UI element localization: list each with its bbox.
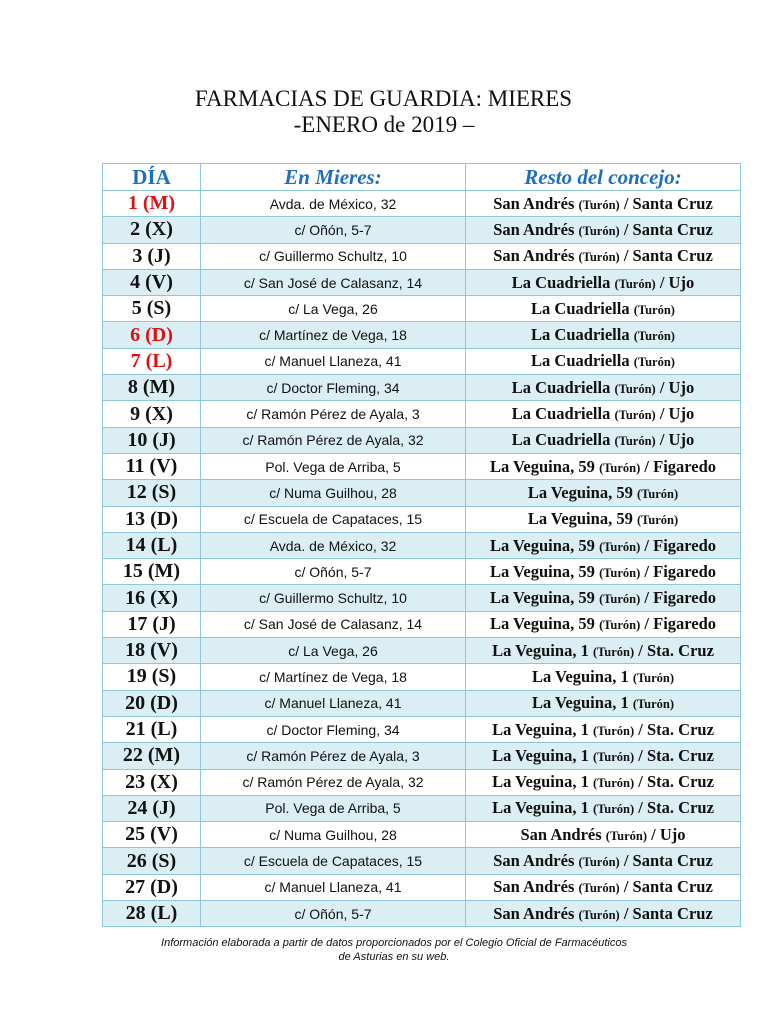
rest-extra-location: / Sta. Cruz xyxy=(638,772,714,792)
table-row xyxy=(103,716,741,742)
mieres-address-cell: c/ Ramón Pérez de Ayala, 32 xyxy=(201,427,466,453)
rest-of-council-cell xyxy=(466,532,741,558)
table-row xyxy=(103,532,741,558)
rest-area: (Turón) xyxy=(599,460,641,475)
day-cell: 27 (D) xyxy=(103,874,201,900)
day-cell: 9 (X) xyxy=(103,401,201,427)
table-row xyxy=(103,480,741,506)
mieres-address-cell: c/ Escuela de Capataces, 15 xyxy=(201,506,466,532)
table-row xyxy=(103,348,741,374)
rest-of-council-cell xyxy=(466,611,741,637)
rest-area: (Turón) xyxy=(599,618,641,633)
mieres-address-cell: c/ Guillermo Schultz, 10 xyxy=(201,243,466,269)
rest-extra-location: / Santa Cruz xyxy=(623,903,713,923)
rest-area: (Turón) xyxy=(578,197,620,212)
rest-location: La Veguina, 59 xyxy=(527,509,633,529)
day-cell: 11 (V) xyxy=(103,453,201,479)
mieres-address-cell: Pol. Vega de Arriba, 5 xyxy=(201,795,466,821)
rest-area: (Turón) xyxy=(592,723,635,738)
day-cell: 23 (X) xyxy=(103,769,201,795)
rest-of-council-cell xyxy=(466,874,741,900)
rest-location: La Veguina, 1 xyxy=(531,693,629,713)
rest-location: La Cuadriella xyxy=(511,404,611,424)
day-cell: 13 (D) xyxy=(103,506,201,532)
rest-location: La Cuadriella xyxy=(531,351,630,371)
table-row xyxy=(103,559,741,585)
rest-location: San Andrés xyxy=(493,246,575,266)
rest-area: (Turón) xyxy=(614,408,656,423)
rest-area: (Turón) xyxy=(614,434,656,449)
rest-of-council-cell xyxy=(466,480,741,506)
mieres-address-cell: c/ Oñón, 5-7 xyxy=(201,559,466,585)
mieres-address-cell: c/ Doctor Fleming, 34 xyxy=(201,716,466,742)
rest-location: La Cuadriella xyxy=(531,325,630,345)
document-title xyxy=(0,86,768,138)
day-cell: 21 (L) xyxy=(103,716,201,742)
rest-of-council-cell xyxy=(466,506,741,532)
footnote-line-1: Información elaborada a partir de datos proporcionados por el Colegio Oficial de Farmacéuticos xyxy=(161,937,627,949)
mieres-address-cell: Pol. Vega de Arriba, 5 xyxy=(201,453,466,479)
header-rest: Resto del concejo: xyxy=(466,164,741,191)
rest-area: (Turón) xyxy=(578,223,620,238)
rest-location: La Cuadriella xyxy=(511,377,611,397)
rest-of-council-cell xyxy=(466,453,741,479)
rest-area: (Turón) xyxy=(633,355,675,370)
day-cell: 8 (M) xyxy=(103,375,201,401)
table-row xyxy=(103,848,741,874)
table-row xyxy=(103,795,741,821)
rest-extra-location: / Santa Cruz xyxy=(623,219,713,239)
rest-area: (Turón) xyxy=(636,486,679,501)
rest-location: La Veguina, 1 xyxy=(492,719,589,739)
rest-location: San Andrés xyxy=(493,851,575,871)
rest-of-council-cell xyxy=(466,348,741,374)
rest-location: La Veguina, 1 xyxy=(492,798,589,818)
mieres-address-cell: c/ Manuel Llaneza, 41 xyxy=(201,874,466,900)
table-row xyxy=(103,269,741,295)
rest-extra-location: / Figaredo xyxy=(644,588,717,608)
day-cell: 18 (V) xyxy=(103,638,201,664)
rest-location: La Cuadriella xyxy=(511,430,611,450)
table-row xyxy=(103,690,741,716)
rest-of-council-cell xyxy=(466,716,741,742)
rest-area: (Turón) xyxy=(605,828,647,843)
rest-of-council-cell xyxy=(466,664,741,690)
rest-of-council-cell xyxy=(466,191,741,217)
rest-location: La Veguina, 1 xyxy=(492,772,589,792)
rest-area: (Turón) xyxy=(592,776,635,791)
rest-area: (Turón) xyxy=(578,250,620,265)
table-row xyxy=(103,664,741,690)
day-cell: 2 (X) xyxy=(103,217,201,243)
rest-of-council-cell xyxy=(466,217,741,243)
mieres-address-cell: Avda. de México, 32 xyxy=(201,532,466,558)
table-row xyxy=(103,243,741,269)
table-row xyxy=(103,427,741,453)
table-row xyxy=(103,506,741,532)
day-cell: 4 (V) xyxy=(103,269,201,295)
rest-location: San Andrés xyxy=(520,824,602,844)
header-mieres: En Mieres: xyxy=(201,164,466,191)
footnote xyxy=(104,936,684,964)
day-cell: 1 (M) xyxy=(103,191,201,217)
rest-of-council-cell xyxy=(466,822,741,848)
mieres-address-cell: c/ Escuela de Capataces, 15 xyxy=(201,848,466,874)
header-day: DÍA xyxy=(103,164,201,191)
rest-area: (Turón) xyxy=(632,670,675,685)
day-cell: 28 (L) xyxy=(103,901,201,927)
rest-location: La Cuadriella xyxy=(511,272,611,292)
rest-area: (Turón) xyxy=(578,881,620,896)
rest-of-council-cell xyxy=(466,585,741,611)
day-cell: 20 (D) xyxy=(103,690,201,716)
rest-extra-location: / Figaredo xyxy=(644,614,717,634)
rest-extra-location: / Sta. Cruz xyxy=(638,719,714,739)
day-cell: 26 (S) xyxy=(103,848,201,874)
rest-of-council-cell xyxy=(466,296,741,322)
mieres-address-cell: c/ Martínez de Vega, 18 xyxy=(201,664,466,690)
rest-of-council-cell xyxy=(466,427,741,453)
day-cell: 7 (L) xyxy=(103,348,201,374)
table-header-row xyxy=(103,164,741,191)
mieres-address-cell: c/ Martínez de Vega, 18 xyxy=(201,322,466,348)
rest-extra-location: / Sta. Cruz xyxy=(638,798,714,818)
day-cell: 24 (J) xyxy=(103,795,201,821)
rest-location: La Veguina, 59 xyxy=(489,561,595,581)
rest-extra-location: / Santa Cruz xyxy=(623,246,713,266)
rest-extra-location: / Ujo xyxy=(651,824,686,844)
rest-area: (Turón) xyxy=(599,565,641,580)
rest-location: La Veguina, 1 xyxy=(492,640,589,660)
mieres-address-cell: c/ Numa Guilhou, 28 xyxy=(201,822,466,848)
rest-of-council-cell xyxy=(466,322,741,348)
mieres-address-cell: c/ Doctor Fleming, 34 xyxy=(201,375,466,401)
rest-extra-location: / Santa Cruz xyxy=(623,851,713,871)
rest-of-council-cell xyxy=(466,401,741,427)
rest-location: La Veguina, 1 xyxy=(492,745,589,765)
day-cell: 17 (J) xyxy=(103,611,201,637)
day-cell: 19 (S) xyxy=(103,664,201,690)
day-cell: 3 (J) xyxy=(103,243,201,269)
rest-area: (Turón) xyxy=(632,697,675,712)
rest-location: La Veguina, 1 xyxy=(531,666,629,686)
rest-area: (Turón) xyxy=(592,802,635,817)
rest-of-council-cell xyxy=(466,901,741,927)
mieres-address-cell: c/ La Vega, 26 xyxy=(201,638,466,664)
title-line-1: FARMACIAS DE GUARDIA: MIERES xyxy=(194,86,573,111)
rest-area: (Turón) xyxy=(636,513,679,528)
day-cell: 5 (S) xyxy=(103,296,201,322)
table-row xyxy=(103,375,741,401)
rest-of-council-cell xyxy=(466,848,741,874)
mieres-address-cell: c/ San José de Calasanz, 14 xyxy=(201,269,466,295)
rest-location: La Veguina, 59 xyxy=(527,482,633,502)
rest-area: (Turón) xyxy=(633,329,675,344)
table-row xyxy=(103,743,741,769)
day-cell: 22 (M) xyxy=(103,743,201,769)
rest-extra-location: / Figaredo xyxy=(644,535,717,555)
table-row xyxy=(103,901,741,927)
day-cell: 14 (L) xyxy=(103,532,201,558)
mieres-address-cell: c/ Ramón Pérez de Ayala, 32 xyxy=(201,769,466,795)
rest-area: (Turón) xyxy=(599,592,641,607)
rest-of-council-cell xyxy=(466,269,741,295)
table-row xyxy=(103,638,741,664)
rest-location: La Veguina, 59 xyxy=(489,614,595,634)
mieres-address-cell: c/ San José de Calasanz, 14 xyxy=(201,611,466,637)
rest-of-council-cell xyxy=(466,769,741,795)
day-cell: 6 (D) xyxy=(103,322,201,348)
table-row xyxy=(103,611,741,637)
rest-location: La Cuadriella xyxy=(531,298,630,318)
day-cell: 16 (X) xyxy=(103,585,201,611)
mieres-address-cell: c/ Guillermo Schultz, 10 xyxy=(201,585,466,611)
rest-extra-location: / Figaredo xyxy=(644,561,717,581)
rest-location: San Andrés xyxy=(493,903,575,923)
table-row xyxy=(103,322,741,348)
rest-of-council-cell xyxy=(466,243,741,269)
rest-of-council-cell xyxy=(466,559,741,585)
table-row xyxy=(103,191,741,217)
rest-of-council-cell xyxy=(466,638,741,664)
pharmacy-schedule-table xyxy=(102,163,741,927)
rest-area: (Turón) xyxy=(614,381,656,396)
rest-of-council-cell xyxy=(466,743,741,769)
rest-extra-location: / Sta. Cruz xyxy=(638,640,714,660)
mieres-address-cell: c/ Manuel Llaneza, 41 xyxy=(201,348,466,374)
rest-location: San Andrés xyxy=(493,219,575,239)
day-cell: 12 (S) xyxy=(103,480,201,506)
table-row xyxy=(103,296,741,322)
rest-extra-location: / Santa Cruz xyxy=(623,193,713,213)
rest-area: (Turón) xyxy=(592,749,635,764)
rest-area: (Turón) xyxy=(633,302,675,317)
mieres-address-cell: c/ La Vega, 26 xyxy=(201,296,466,322)
rest-of-council-cell xyxy=(466,375,741,401)
rest-area: (Turón) xyxy=(578,907,620,922)
rest-area: (Turón) xyxy=(578,855,620,870)
mieres-address-cell: c/ Ramón Pérez de Ayala, 3 xyxy=(201,401,466,427)
table-row xyxy=(103,585,741,611)
title-line-2: -ENERO de 2019 – xyxy=(293,112,475,137)
mieres-address-cell: c/ Oñón, 5-7 xyxy=(201,217,466,243)
rest-location: La Veguina, 59 xyxy=(489,535,595,555)
rest-extra-location: / Figaredo xyxy=(644,456,717,476)
mieres-address-cell: Avda. de México, 32 xyxy=(201,191,466,217)
rest-extra-location: / Ujo xyxy=(659,377,695,397)
table-row xyxy=(103,822,741,848)
rest-location: San Andrés xyxy=(493,877,575,897)
rest-location: San Andrés xyxy=(493,193,575,213)
rest-extra-location: / Santa Cruz xyxy=(623,877,713,897)
day-cell: 15 (M) xyxy=(103,559,201,585)
footnote-line-2: de Asturias en su web. xyxy=(338,951,450,963)
day-cell: 10 (J) xyxy=(103,427,201,453)
rest-extra-location: / Ujo xyxy=(659,430,695,450)
mieres-address-cell: c/ Manuel Llaneza, 41 xyxy=(201,690,466,716)
rest-location: La Veguina, 59 xyxy=(489,588,595,608)
table-row xyxy=(103,769,741,795)
rest-extra-location: / Ujo xyxy=(659,404,695,424)
rest-of-council-cell xyxy=(466,690,741,716)
table-row xyxy=(103,217,741,243)
rest-of-council-cell xyxy=(466,795,741,821)
mieres-address-cell: c/ Oñón, 5-7 xyxy=(201,901,466,927)
day-cell: 25 (V) xyxy=(103,822,201,848)
mieres-address-cell: c/ Ramón Pérez de Ayala, 3 xyxy=(201,743,466,769)
mieres-address-cell: c/ Numa Guilhou, 28 xyxy=(201,480,466,506)
table-row xyxy=(103,453,741,479)
table-row xyxy=(103,401,741,427)
rest-extra-location: / Ujo xyxy=(659,272,695,292)
rest-extra-location: / Sta. Cruz xyxy=(638,745,714,765)
rest-area: (Turón) xyxy=(614,276,656,291)
table-row xyxy=(103,874,741,900)
rest-area: (Turón) xyxy=(599,539,641,554)
rest-location: La Veguina, 59 xyxy=(489,456,595,476)
rest-area: (Turón) xyxy=(592,644,635,659)
